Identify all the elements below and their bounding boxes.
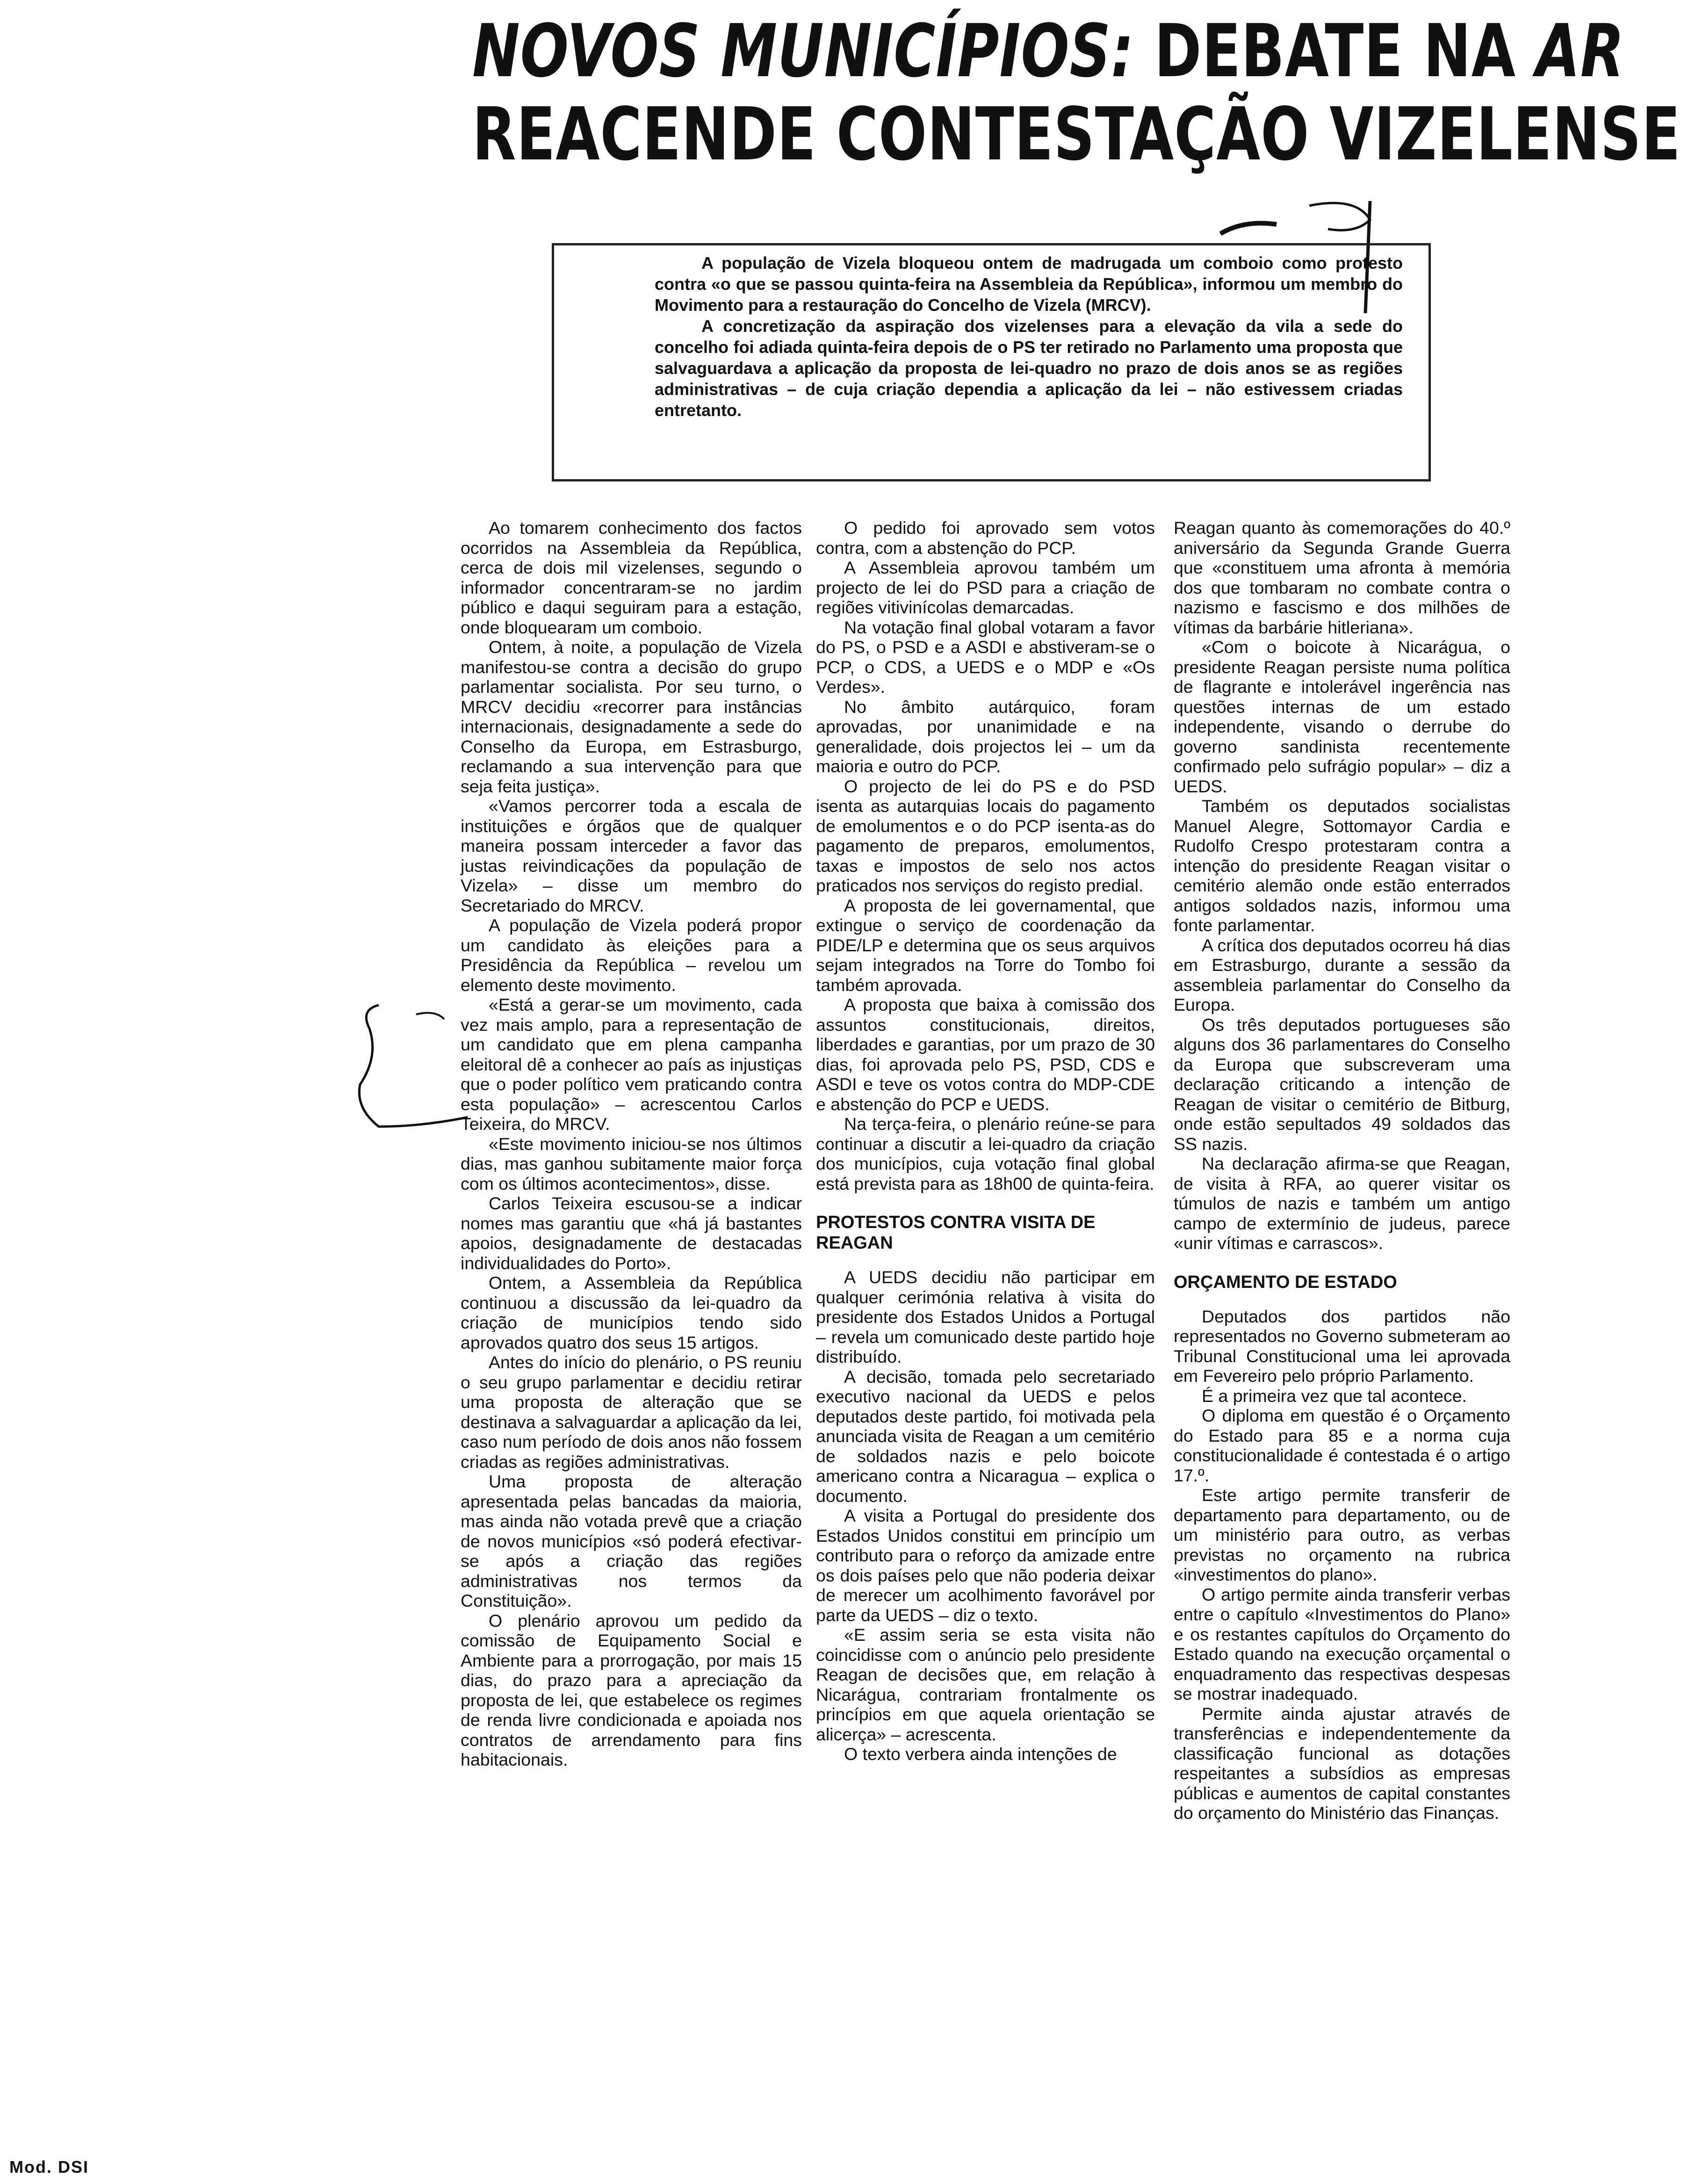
article-paragraph: Ontem, à noite, a população de Vizela manifestou-se contra a decisão do grupo parlamentar socialista. Por seu turno, o MRCV decidiu «recorrer para instâncias internacionais, designadamente a sede do Conselho da Europa, em Estrasburgo, reclamando a sua intervenção para que seja feita justiça». (461, 637, 802, 796)
article-paragraph: O pedido foi aprovado sem votos contra, com a abstenção do PCP. (816, 518, 1155, 558)
article-paragraph: Este artigo permite transferir de departamento para departamento, ou de um ministério para outro, as verbas previstas no orçamento na rubrica «investimentos do plano». (1174, 1485, 1510, 1584)
lead-paragraph: A população de Vizela bloqueou ontem de madrugada um comboio como protesto contra «o que se passou quinta-feira na Assembleia da República», informou um membro do Movimento para a restauração do Concelho de Vizela (MRCV). (655, 253, 1403, 315)
article-paragraph: «Vamos percorrer toda a escala de instituições e órgãos que de qualquer maneira possam interceder a favor das justas reivindicações da população de Vizela» – disse um membro do Secretariado do MRCV. (461, 796, 802, 915)
article-paragraph: «Com o boicote à Nicarágua, o presidente Reagan persiste numa política de flagrante e intolerável ingerência nas questões internas de um estado independente, visando o derrube do governo sandinista recentemente confirmado pelo sufrágio popular» – diz a UEDS. (1174, 637, 1510, 796)
article-paragraph: Ontem, a Assembleia da República continuou a discussão da lei-quadro da criação de municípios tendo sido aprovados quatro dos seus 15 artigos. (461, 1273, 802, 1352)
article-paragraph: Carlos Teixeira escusou-se a indicar nomes mas garantiu que «há já bastantes apoios, designadamente de destacadas individualidades do Porto». (461, 1193, 802, 1273)
article-paragraph: Os três deputados portugueses são alguns dos 36 parlamentares do Conselho da Europa que subscreveram uma declaração criticando a intenção de Reagan de visitar o cemitério de Bitburg, onde estão sepultados 49 soldados das SS nazis. (1174, 1014, 1510, 1154)
article-paragraph: No âmbito autárquico, foram aprovadas, por unanimidade e na generalidade, dois projectos lei – um da maioria e outro do PCP. (816, 697, 1155, 776)
article-column-1 (461, 518, 802, 1770)
article-paragraph: A UEDS decidiu não participar em qualquer cerimónia relativa à visita do presidente dos Estados Unidos a Portugal – revela um comunicado deste partido hoje distribuído. (816, 1267, 1155, 1366)
article-paragraph: A crítica dos deputados ocorreu há dias em Estrasburgo, durante a sessão da assembleia parlamentar do Conselho da Europa. (1174, 935, 1510, 1014)
form-code-label: Mod. DSI (9, 2157, 89, 2177)
article-paragraph: O diploma em questão é o Orçamento do Estado para 85 e a norma cuja constitucionalidade é contestada é o artigo 17.º. (1174, 1406, 1510, 1485)
headline (472, 8, 1681, 177)
article-paragraph: «E assim seria se esta visita não coincidisse com o anúncio pelo presidente Reagan de decisões que, em relação à Nicarágua, contrariam frontalmente os princípios em que aquela orientação se alicerça» – acrescenta. (816, 1625, 1155, 1744)
headline-upright-part: DEBATE NA (1154, 8, 1516, 93)
article-paragraph: A Assembleia aprovou também um projecto de lei do PSD para a criação de regiões vitivinícolas demarcadas. (816, 558, 1155, 617)
article-paragraph: A decisão, tomada pelo secretariado executivo nacional da UEDS e pelos deputados deste partido, foi motivada pela anunciada visita de Reagan a um cemitério de soldados nazis e pelo boicote americano contra a Nicaragua – explica o documento. (816, 1366, 1155, 1506)
article-paragraph: Ao tomarem conhecimento dos factos ocorridos na Assembleia da República, cerca de dois mil vizelenses, segundo o informador concentraram-se no jardim público e daqui seguiram para a estação, onde bloquearam um comboio. (461, 518, 802, 637)
article-paragraph: Reagan quanto às comemorações do 40.º aniversário da Segunda Grande Guerra que «constituem uma afronta à memória dos que tombaram no combate contra o nazismo e fascismo e dos milhões de vítimas da barbárie hitleriana». (1174, 518, 1510, 637)
article-paragraph: Também os deputados socialistas Manuel Alegre, Sottomayor Cardia e Rudolfo Crespo protestaram contra a intenção do presidente Reagan visitar o cemitério alemão onde estão enterrados antigos soldados nazis, informou uma fonte parlamentar. (1174, 796, 1510, 935)
article-paragraph: O texto verbera ainda intenções de (844, 1744, 1117, 1764)
article-paragraph: «Está a gerar-se um movimento, cada vez mais amplo, para a representação de um candidato que em plena campanha eleitoral dê a conhecer ao país as injustiças que o poder político vem praticando contra esta população» – acrescentou Carlos Teixeira, do MRCV. (461, 995, 802, 1134)
headline-italic-part: NOVOS MUNICÍPIOS: (472, 8, 1134, 93)
headline-line-1 (472, 8, 1625, 93)
margin-bracket-icon (351, 1000, 472, 1131)
article-paragraph: A visita a Portugal do presidente dos Estados Unidos constitui em princípio um contributo para o reforço da amizade entre os dois países pelo que não poderia deixar de merecer um acolhimento favorável por parte da UEDS – diz o texto. (816, 1506, 1155, 1625)
article-paragraph: Deputados dos partidos não representados no Governo submeteram ao Tribunal Constitucional uma lei aprovada em Fevereiro pelo próprio Parlamento. (1174, 1306, 1510, 1386)
article-paragraph: O plenário aprovou um pedido da comissão de Equipamento Social e Ambiente para a prorrogação, por mais 15 dias, do prazo para a apreciação da proposta de lei, que estabelece os regimes de renda livre condicionada e apoiada nos contratos de arrendamento para fins habitacionais. (461, 1610, 802, 1769)
article-column-3 (1174, 518, 1510, 1823)
headline-italic-ar: AR (1536, 8, 1625, 93)
article-paragraph: A proposta que baixa à comissão dos assuntos constitucionais, direitos, liberdades e garantias, por um prazo de 30 dias, foi aprovada pelo PS, PSD, CDS e ASDI e teve os votos contra do MDP-CDE e abstenção do PCP e UEDS. (816, 995, 1155, 1114)
article-paragraph: O projecto de lei do PS e do PSD isenta as autarquias locais do pagamento de emolumentos e o do PCP isenta-as do pagamento de preparos, emolumentos, taxas e impostos de selo nos actos praticados nos serviços do registo predial. (816, 776, 1155, 895)
article-paragraph: «Este movimento iniciou-se nos últimos dias, mas ganhou subitamente maior força com os últimos acontecimentos», disse. (461, 1134, 802, 1193)
lead-text (655, 252, 1403, 421)
article-paragraph: Antes do início do plenário, o PS reuniu o seu grupo parlamentar e decidiu retirar uma proposta de alteração que se destinava a salvaguardar a aplicação da lei, caso num período de dois anos não fossem criadas as regiões administrativas. (461, 1352, 802, 1472)
article-paragraph: Uma proposta de alteração apresentada pelas bancadas da maioria, mas ainda não votada prevê que a criação de novos municípios «só poderá efectivar-se após a criação das regiões administrativas nos termos da Constituição». (461, 1472, 802, 1610)
article-paragraph: Permite ainda ajustar através de transferências e independentemente da classificação funcional as dotações respeitantes a subsídios as empresas públicas e aumentos de capital constantes do orçamento do Ministério das Finanças. (1174, 1703, 1510, 1823)
article-paragraph: Na votação final global votaram a favor do PS, o PSD e a ASDI e abstiveram-se o PCP, o CDS, a UEDS e o MDP e «Os Verdes». (816, 617, 1155, 697)
article-paragraph: Na terça-feira, o plenário reúne-se para continuar a discutir a lei-quadro da criação dos municípios, cuja votação final global está prevista para as 18h00 de quinta-feira. (816, 1114, 1155, 1193)
section-heading-reagan: PROTESTOS CONTRA VISITA DE REAGAN (816, 1213, 1096, 1253)
article-column-2 (816, 518, 1155, 1764)
headline-line-2: REACENDE CONTESTAÇÃO VIZELENSE (472, 92, 1681, 177)
article-paragraph: Na declaração afirma-se que Reagan, de visita à RFA, ao querer visitar os túmulos de nazis e também um antigo campo de extermínio de judeus, parece «unir vítimas e carrascos». (1174, 1154, 1510, 1253)
article-paragraph: A proposta de lei governamental, que extingue o serviço de coordenação da PIDE/LP e determina que os seus arquivos sejam integrados na Torre do Tombo foi também aprovada. (816, 895, 1155, 995)
lead-paragraph: A concretização da aspiração dos vizelenses para a elevação da vila a sede do concelho foi adiada quinta-feira depois de o PS ter retirado no Parlamento uma proposta que salvaguardava a aplicação da proposta de lei-quadro no prazo de dois anos se as regiões administrativas – de cuja criação dependia a aplicação da lei – não estivessem criadas entretanto. (655, 316, 1403, 420)
article-paragraph: O artigo permite ainda transferir verbas entre o capítulo «Investimentos do Plano» e os restantes capítulos do Orçamento do Estado quando na execução orçamental o enquadramento das respectivas despesas se mostrar inadequado. (1174, 1584, 1510, 1703)
article-paragraph: É a primeira vez que tal acontece. (1202, 1386, 1467, 1406)
article-paragraph: A população de Vizela poderá propor um candidato às eleições para a Presidência da República – revelou um elemento deste movimento. (461, 915, 802, 995)
section-heading-orcamento: ORÇAMENTO DE ESTADO (1174, 1272, 1397, 1292)
